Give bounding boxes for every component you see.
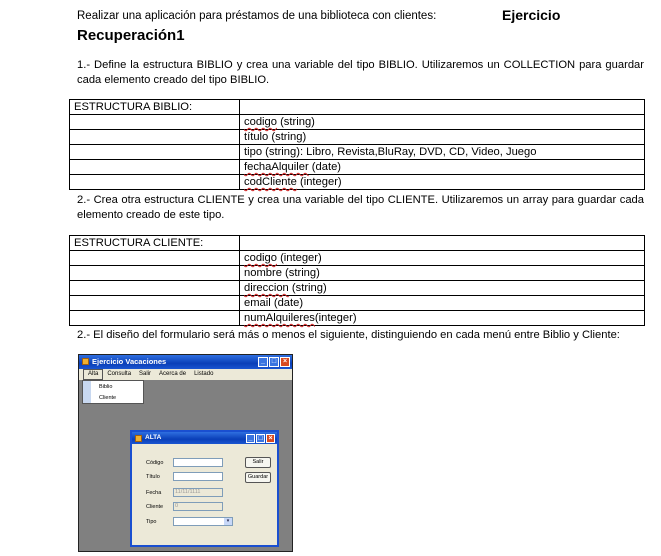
app-icon — [82, 358, 89, 365]
dropdown-item-cliente[interactable]: Cliente — [99, 395, 117, 401]
chevron-down-icon[interactable]: ▾ — [224, 518, 232, 525]
field-type: (integer) — [314, 312, 357, 324]
menu-item-consulta[interactable]: Consulta — [107, 371, 132, 377]
field-name: codCliente — [244, 176, 297, 188]
table-row — [70, 281, 645, 296]
titulo-input[interactable] — [173, 472, 223, 481]
field-name: email — [244, 297, 271, 309]
field-name: nombre — [244, 267, 282, 279]
label-fecha: Fecha — [146, 490, 162, 496]
dropdown-item-biblio[interactable]: Biblio — [99, 384, 113, 390]
field-type: (date) — [308, 161, 342, 173]
table-row — [70, 311, 645, 326]
salir-button[interactable]: Salir — [245, 457, 271, 468]
label-tipo: Tipo — [146, 519, 157, 525]
paragraph-2: 2.- Crea otra estructura CLIENTE y crea una variable del tipo CLIENTE. Utilizaremos un array para guardar cada elemento creado de este tipo. — [77, 194, 644, 221]
field-type: (integer) — [296, 176, 342, 188]
field-type: (string) — [268, 131, 307, 143]
dialog-title: ALTA — [145, 434, 162, 441]
label-cliente: Cliente — [146, 504, 164, 510]
cliente-input[interactable]: 0 — [173, 502, 223, 511]
document-title: Recuperación1 — [77, 27, 185, 44]
window-title: Ejercicio Vacaciones — [92, 357, 167, 366]
table-row — [70, 251, 645, 266]
field-name: codigo — [244, 252, 277, 264]
guardar-button[interactable]: Guardar — [245, 472, 271, 483]
cliente-structure-table — [69, 235, 645, 326]
alta-dropdown — [82, 380, 144, 404]
menu-item-acerca[interactable]: Acerca de — [159, 371, 187, 377]
table-row — [70, 175, 645, 190]
label-codigo: Código — [146, 460, 164, 466]
field-type: (integer) — [276, 252, 322, 264]
alta-dialog — [130, 430, 279, 547]
maximize-icon[interactable]: □ — [256, 434, 265, 443]
app-screenshot — [78, 354, 293, 552]
exercise-heading: Ejercicio — [502, 7, 561, 23]
table-row — [70, 145, 645, 160]
field-type: (date) — [270, 297, 304, 309]
table-header: ESTRUCTURA CLIENTE: — [70, 236, 240, 251]
field-name: tipo — [244, 146, 263, 158]
minimize-icon[interactable]: _ — [258, 357, 268, 367]
minimize-icon[interactable]: _ — [246, 434, 255, 443]
menu-item-listado[interactable]: Listado — [194, 371, 214, 377]
menu-item-alta[interactable]: Alta — [83, 369, 103, 380]
label-titulo: Título — [146, 474, 160, 480]
close-icon[interactable]: × — [266, 434, 275, 443]
field-name: direccion — [244, 282, 289, 294]
table-row — [70, 160, 645, 175]
table-row — [70, 130, 645, 145]
tipo-select[interactable] — [173, 517, 233, 526]
field-name: título — [244, 131, 269, 143]
paragraph-3: 2.- El diseño del formulario será más o menos el siguiente, distinguiendo en cada menú entre Biblio y Cliente: — [77, 329, 620, 341]
table-row — [70, 115, 645, 130]
table-row — [70, 266, 645, 281]
intro-text: Realizar una aplicación para préstamos de una biblioteca con clientes: — [77, 10, 437, 22]
main-window-titlebar[interactable] — [79, 355, 292, 369]
paragraph-1: 1.- Define la estructura BIBLIO y crea una variable del tipo BIBLIO. Utilizaremos un COLLECTION para guardar cada elemento creado del tipo BIBLIO. — [77, 59, 644, 86]
field-type: (string) — [276, 116, 315, 128]
dialog-icon — [135, 435, 142, 442]
biblio-structure-table — [69, 99, 645, 190]
menu-item-salir[interactable]: Salir — [139, 371, 152, 377]
field-type: (string) — [281, 267, 320, 279]
table-header: ESTRUCTURA BIBLIO: — [70, 100, 240, 115]
close-icon[interactable]: × — [280, 357, 290, 367]
codigo-input[interactable] — [173, 458, 223, 467]
menu-bar — [79, 369, 292, 380]
field-type: (string) — [288, 282, 327, 294]
table-row — [70, 296, 645, 311]
field-name: codigo — [244, 116, 277, 128]
dialog-titlebar[interactable] — [132, 432, 277, 444]
maximize-icon[interactable]: □ — [269, 357, 279, 367]
field-name: fechaAlquiler — [244, 161, 309, 173]
field-type: (string): Libro, Revista,BluRay, DVD, CD, Video, Juego — [262, 146, 537, 158]
fecha-input[interactable]: 11/11/1111 — [173, 488, 223, 497]
field-name: numAlquileres — [244, 312, 315, 324]
